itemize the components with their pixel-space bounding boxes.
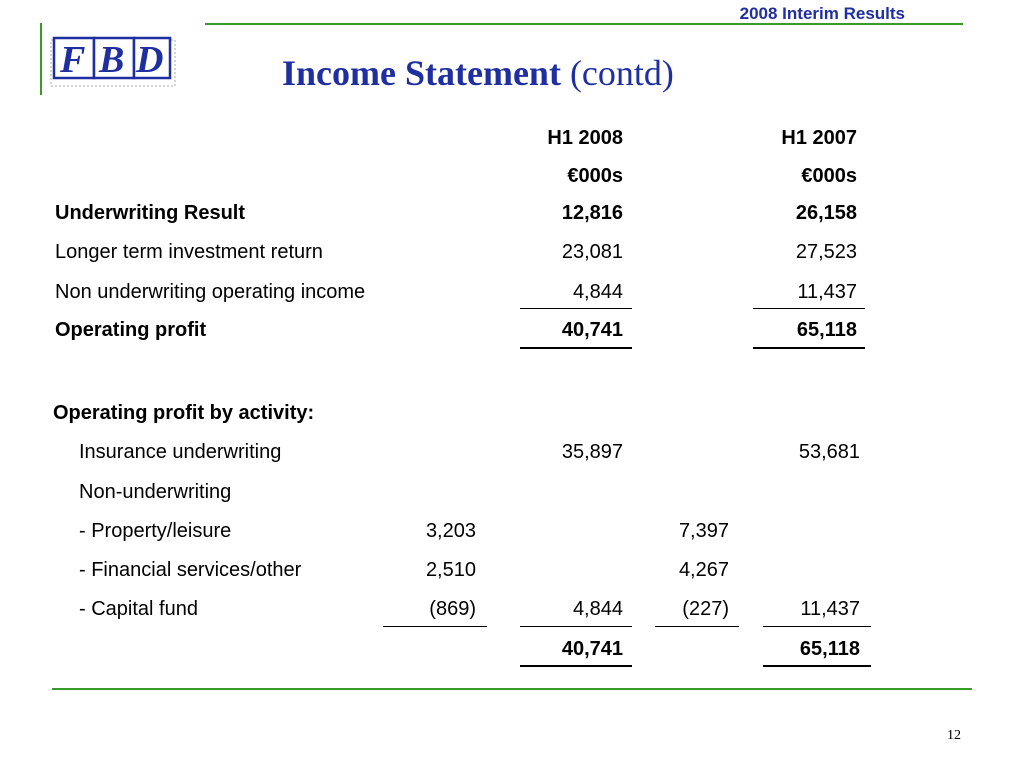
svg-text:D: D (136, 39, 164, 81)
svg-text:B: B (99, 39, 125, 81)
activity-insurance-2007: 53,681 (798, 441, 860, 463)
row-underwriting-label: Underwriting Result (55, 202, 246, 224)
page-number: 12 (947, 728, 961, 743)
activity-non-uw-label: Non-underwriting (79, 481, 232, 503)
activity-capital-2008: 4,844 (572, 598, 623, 620)
row-underwriting-2007: 26,158 (795, 202, 857, 224)
col-unit-2008: €000s (567, 165, 623, 187)
activity-capital-2007: 11,437 (800, 598, 860, 620)
sub-rule-2007-right (763, 626, 871, 627)
footer-divider (52, 688, 972, 690)
subtotal-rule-2007 (753, 308, 865, 309)
activity-capital-sub-2007: (227) (682, 598, 729, 620)
activity-insurance-2008: 35,897 (561, 441, 623, 463)
grand-total-rule-2008 (520, 665, 632, 667)
activity-property-label: - Property/leisure (79, 520, 232, 542)
sub-rule-2007-left (655, 626, 739, 627)
col-header-2008: H1 2008 (547, 127, 623, 149)
activity-insurance-label: Insurance underwriting (79, 441, 282, 463)
activity-financial-sub-2007: 4,267 (678, 559, 729, 581)
activity-total-2007: 65,118 (799, 638, 860, 660)
activity-capital-sub-2008: (869) (429, 598, 476, 620)
sub-rule-2008-left (383, 626, 487, 627)
page-title (282, 52, 674, 94)
header-divider (205, 23, 963, 25)
subtotal-rule-2008 (520, 308, 632, 309)
svg-text:F: F (60, 39, 86, 81)
left-accent-line (40, 23, 42, 95)
activity-financial-sub-2008: 2,510 (425, 559, 476, 581)
row-non-uw-2007: 11,437 (797, 281, 857, 303)
total-rule-2007 (753, 347, 865, 349)
activity-financial-label: - Financial services/other (79, 559, 302, 581)
total-rule-2008 (520, 347, 632, 349)
row-operating-2008: 40,741 (561, 319, 623, 341)
grand-total-rule-2007 (763, 665, 871, 667)
title-main: Income Statement (282, 53, 561, 93)
row-operating-label: Operating profit (55, 319, 207, 341)
activity-capital-label: - Capital fund (79, 598, 198, 620)
row-operating-2007: 65,118 (796, 319, 857, 341)
activity-property-sub-2007: 7,397 (678, 520, 729, 542)
activity-total-2008: 40,741 (561, 638, 623, 660)
row-underwriting-2008: 12,816 (561, 202, 623, 224)
title-sub: (contd) (569, 53, 674, 93)
col-header-2007: H1 2007 (781, 127, 857, 149)
activity-heading: Operating profit by activity: (53, 402, 315, 424)
row-investment-label: Longer term investment return (55, 241, 323, 263)
fbd-logo (50, 36, 180, 88)
col-unit-2007: €000s (801, 165, 857, 187)
header-title: 2008 Interim Results (739, 4, 905, 23)
sub-rule-2008-right (520, 626, 632, 627)
row-investment-2008: 23,081 (561, 241, 623, 263)
row-non-uw-label: Non underwriting operating income (55, 281, 366, 303)
activity-property-sub-2008: 3,203 (425, 520, 476, 542)
row-non-uw-2008: 4,844 (572, 281, 623, 303)
row-investment-2007: 27,523 (795, 241, 857, 263)
